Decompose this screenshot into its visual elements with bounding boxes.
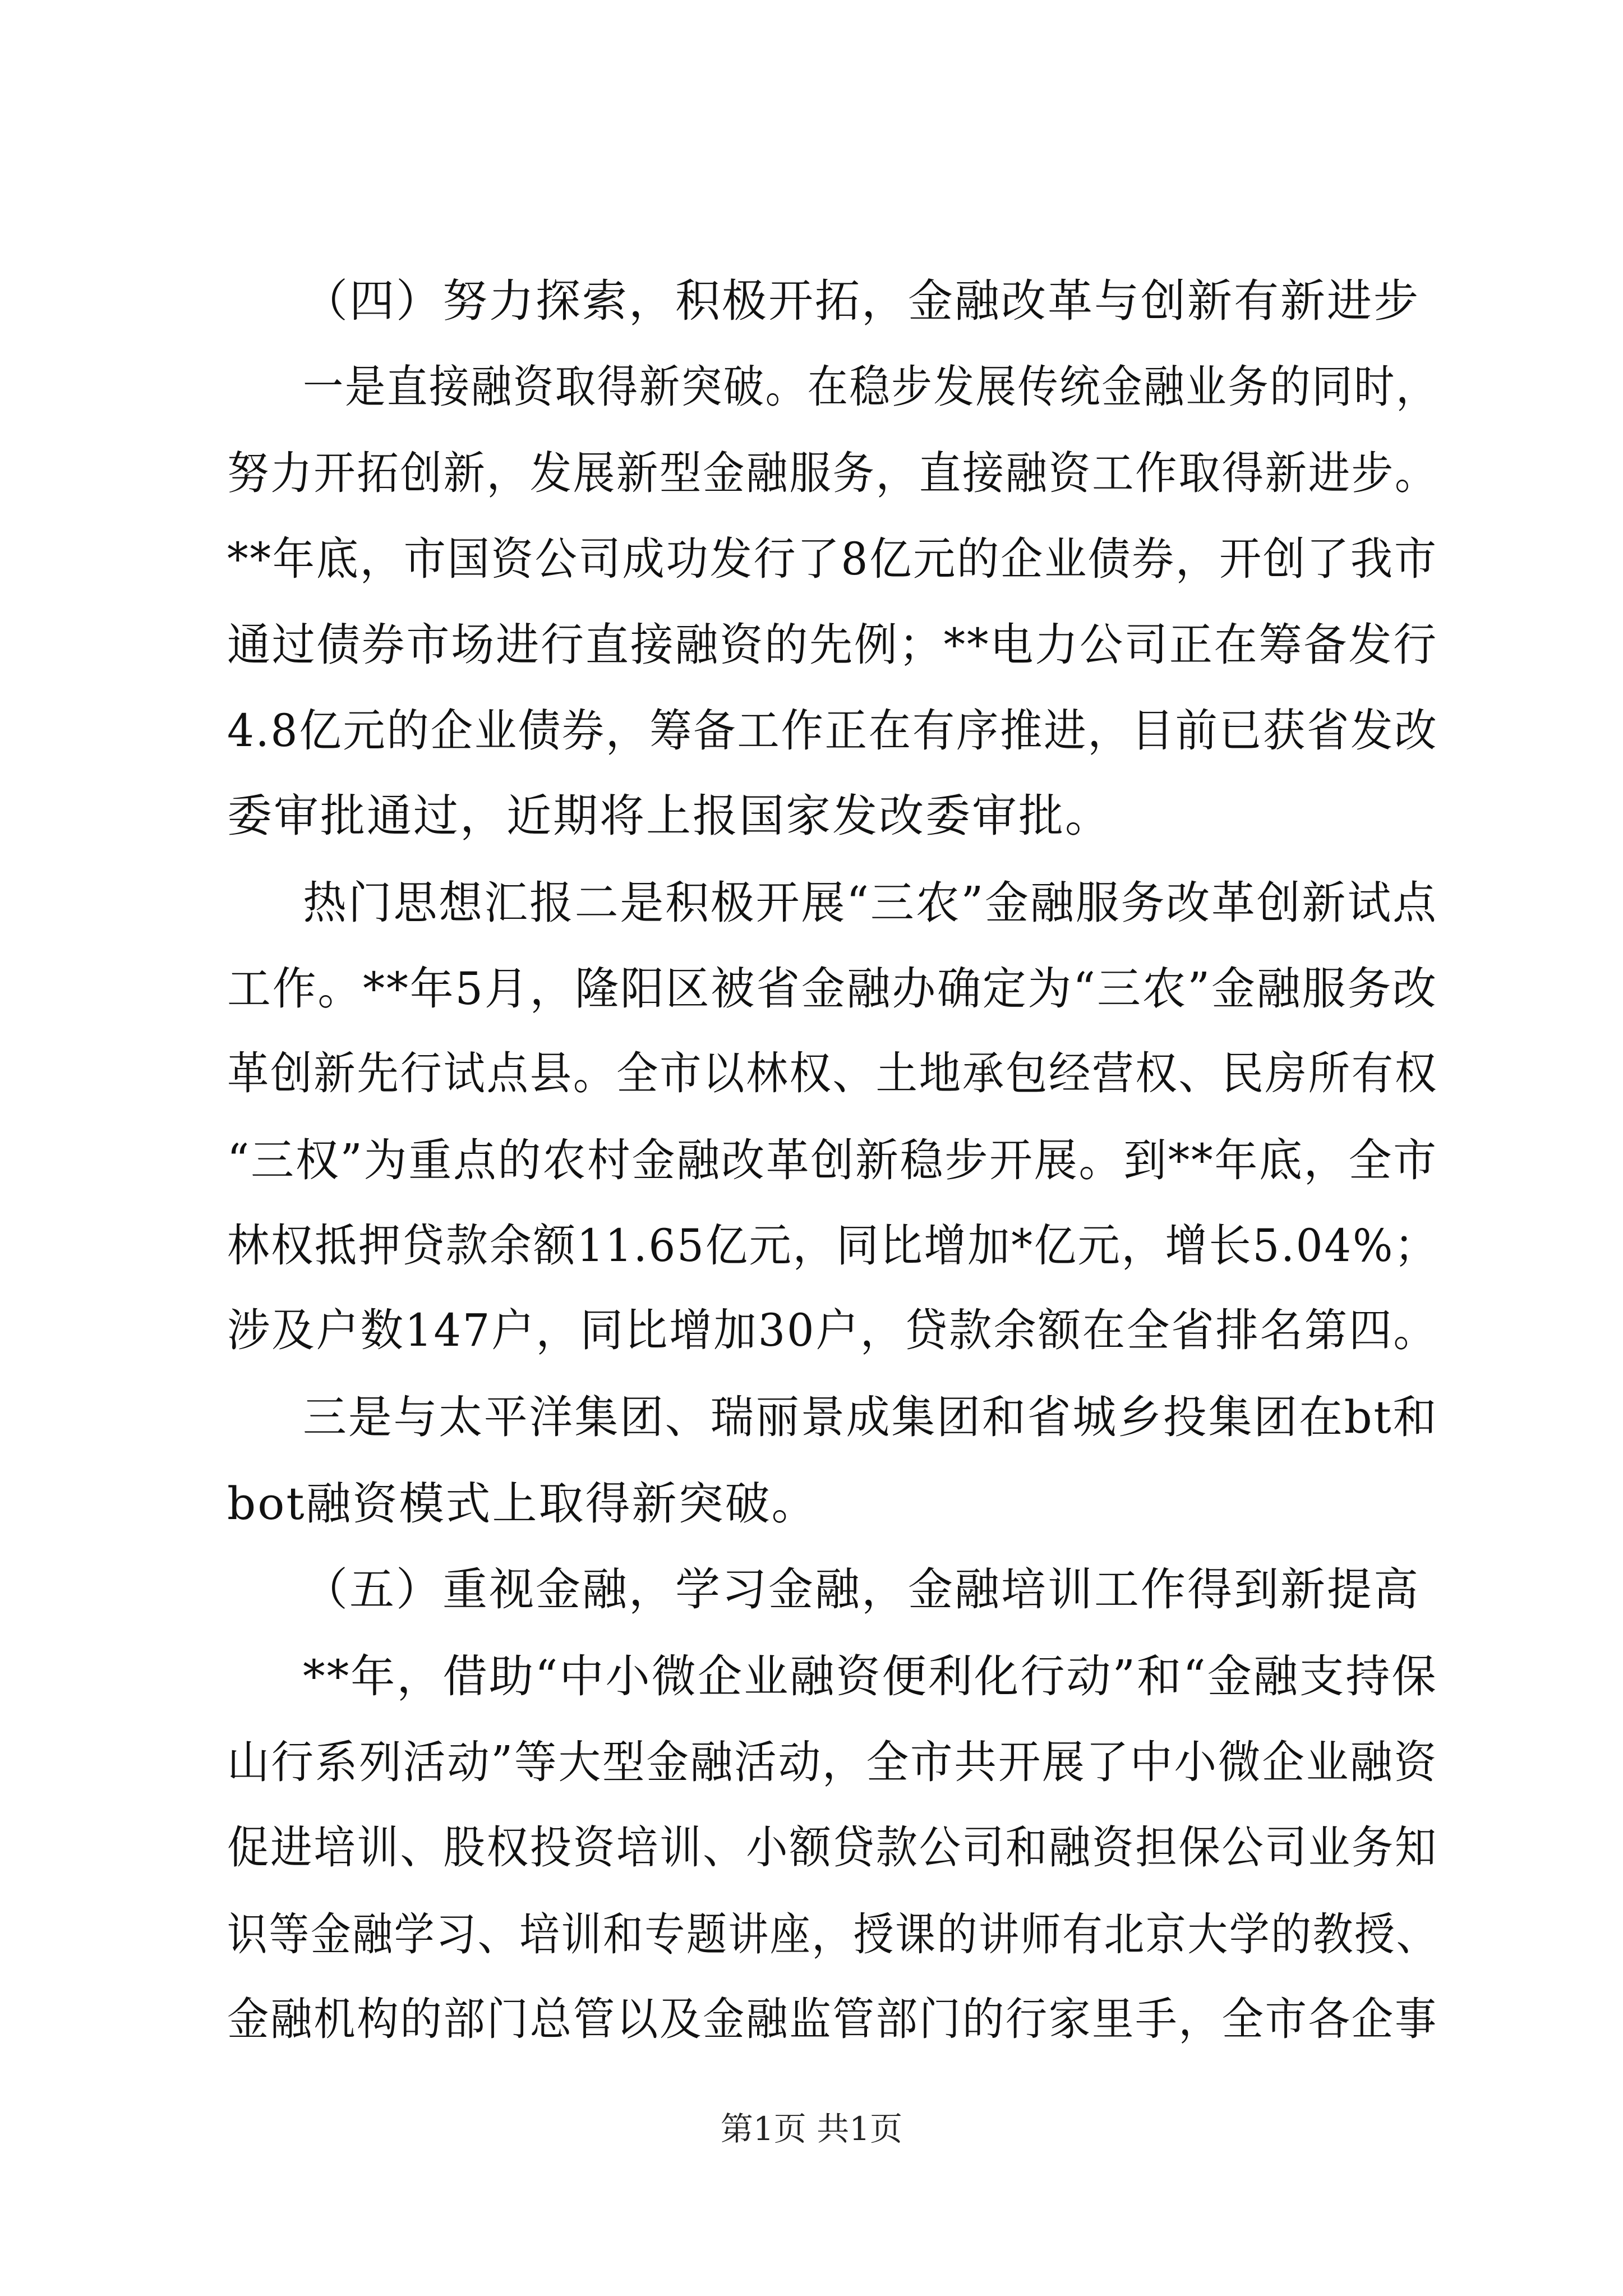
paragraph-line: 涉及户数147户，同比增加30户，贷款余额在全省排名第四。 (227, 1304, 1438, 1357)
paragraph-line: **年，借助“中小微企业融资便利化行动”和“金融支持保 (303, 1650, 1438, 1703)
paragraph-line: 林权抵押贷款余额11.65亿元，同比增加*亿元，增长5.04%； (227, 1219, 1438, 1272)
paragraph-line: 工作。**年5月，隆阳区被省金融办确定为“三农”金融服务改 (227, 963, 1438, 1015)
paragraph-line: “三权”为重点的农村金融改革创新稳步开展。到**年底，全市 (227, 1134, 1438, 1187)
section-heading-4: （四）努力探索，积极开拓，金融改革与创新有新进步 (303, 275, 1420, 328)
section-heading-5: （五）重视金融，学习金融，金融培训工作得到新提高 (303, 1563, 1420, 1616)
paragraph-line: 金融机构的部门总管以及金融监管部门的行家里手，全市各企事 (227, 1993, 1438, 2045)
paragraph-line: 革创新先行试点县。全市以林权、土地承包经营权、民房所有权 (227, 1047, 1438, 1100)
page-footer: 第1页 共1页 (720, 2110, 903, 2148)
paragraph-line: 山行系列活动”等大型金融活动，全市共开展了中小微企业融资 (227, 1736, 1438, 1789)
paragraph-line: 促进培训、股权投资培训、小额贷款公司和融资担保公司业务知 (227, 1821, 1438, 1874)
paragraph-line: 委审批通过，近期将上报国家发改委审批。 (227, 789, 1112, 842)
paragraph-line: 通过债券市场进行直接融资的先例；**电力公司正在筹备发行 (227, 619, 1438, 671)
paragraph-line: 一是直接融资取得新突破。在稳步发展传统金融业务的同时， (303, 361, 1438, 413)
paragraph-line: 识等金融学习、培训和专题讲座，授课的讲师有北京大学的教授、 (227, 1908, 1438, 1961)
paragraph-line: 热门思想汇报二是积极开展“三农”金融服务改革创新试点 (303, 876, 1438, 929)
paragraph-line: 努力开拓创新，发展新型金融服务，直接融资工作取得新进步。 (227, 447, 1438, 499)
paragraph-line: **年底，市国资公司成功发行了8亿元的企业债券，开创了我市 (227, 532, 1438, 585)
paragraph-line: 三是与太平洋集团、瑞丽景成集团和省城乡投集团在bt和 (303, 1391, 1438, 1444)
paragraph-line: 4.8亿元的企业债券，筹备工作正在有序推进，目前已获省发改 (227, 705, 1438, 757)
paragraph-line: bot融资模式上取得新突破。 (227, 1477, 818, 1530)
